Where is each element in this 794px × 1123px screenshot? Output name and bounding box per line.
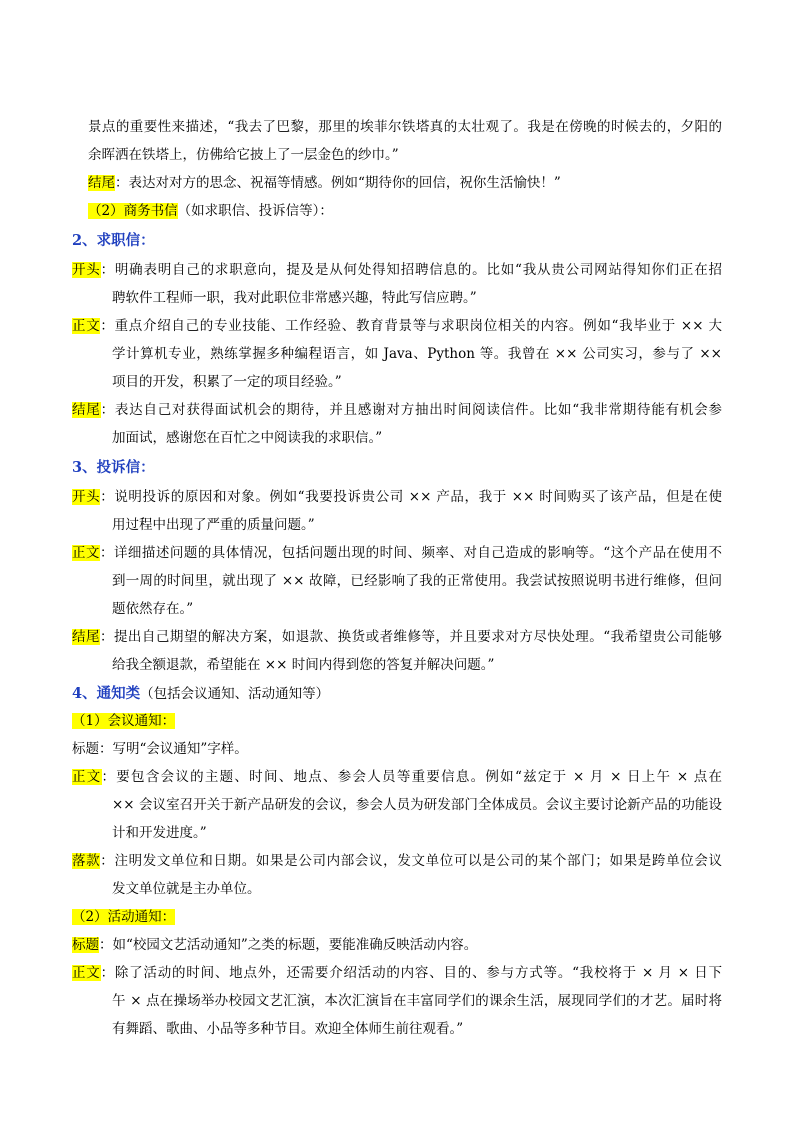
intro-ending (88, 174, 561, 193)
job-opening-line-1 (72, 261, 722, 280)
complaint-ending-line-1 (72, 628, 722, 647)
body-text: ：除了活动的时间、地点外，还需要介绍活动的内容、目的、参与方式等。“我校将于 × 月 × 日下 (100, 965, 722, 981)
job-ending-line-2: 加面试，感谢您在百忙之中阅读我的求职信。” (112, 430, 383, 446)
ending-label: 结尾 (88, 175, 115, 191)
heading-number: 3、 (72, 459, 97, 476)
complaint-ending-line-2: 给我全额退款，希望能在 ×× 时间内得到您的答复并解决问题。” (112, 657, 495, 673)
meeting-sign-line-2: 发文单位就是主办单位。 (112, 881, 261, 897)
body-label: 正文 (72, 769, 102, 785)
meeting-body-line-2: ×× 会议室召开关于新产品研发的会议，参会人员为研发部门全体成员。会议主要讨论新产品的功能设 (112, 797, 722, 813)
activity-body-line-2: 午 × 点在操场举办校园文艺汇演，本次汇演旨在丰富同学们的课余生活，展现同学们的才艺。届时将 (112, 993, 722, 1009)
meeting-notice-subheading (72, 712, 175, 731)
intro-line-2: 余晖洒在铁塔上，仿佛给它披上了一层金色的纱巾。” (88, 147, 399, 163)
business-label: （2）商务书信 (88, 203, 178, 219)
complaint-opening-line-1 (72, 488, 722, 507)
heading-text: 投诉信 (96, 459, 141, 476)
complaint-body-line-2: 到一周的时间里，就出现了 ×× 故障，已经影响了我的正常使用。我尝试按照说明书进行维修，但问 (112, 573, 722, 589)
meeting-body-line-1 (72, 768, 722, 787)
heading-text: 通知类 (96, 685, 141, 702)
activity-notice-subheading (72, 908, 175, 927)
complaint-body-line-3: 题依然存在。” (112, 601, 194, 617)
meeting-title-line (72, 740, 248, 759)
job-letter-heading (72, 231, 155, 250)
meeting-label: （1）会议通知： (72, 713, 176, 729)
opening-label: 开头 (72, 262, 101, 278)
business-text: （如求职信、投诉信等）： (177, 203, 333, 219)
job-body-line-2: 学计算机专业，熟练掌握多种编程语言，如 Java、Python 等。我曾在 ×× 公司实习，参与了 ×× (112, 346, 722, 362)
title-text: ：如“校园文艺活动通知”之类的标题，要能准确反映活动内容。 (99, 937, 478, 953)
heading-number: 4、 (72, 685, 97, 702)
activity-label: （2）活动通知： (72, 909, 176, 925)
heading-note: （包括会议通知、活动通知等） (140, 686, 330, 702)
intro-line-1: 景点的重要性来描述，“我去了巴黎，那里的埃菲尔铁塔真的太壮观了。我是在傍晚的时候去的，夕阳的 (88, 119, 722, 135)
sign-text: ：注明发文单位和日期。如果是公司内部会议，发文单位可以是公司的某个部门；如果是跨单位会议 (100, 853, 723, 869)
activity-body-line-3: 有舞蹈、歌曲、小品等多种节目。欢迎全体师生前往观看。” (112, 1021, 464, 1037)
opening-text: ：说明投诉的原因和对象。例如“我要投诉贵公司 ×× 产品，我于 ×× 时间购买了该产品，但是在使 (100, 489, 723, 505)
heading-text: 求职信 (96, 232, 141, 249)
body-text: ：重点介绍自己的专业技能、工作经验、教育背景等与求职岗位相关的内容。例如“我毕业于 ×× 大 (100, 318, 723, 334)
title-label: 标题 (72, 937, 99, 953)
job-ending-line-1 (72, 401, 722, 420)
ending-label: 结尾 (72, 629, 100, 645)
activity-title-line (72, 936, 477, 955)
body-label: 正文 (72, 965, 101, 981)
heading-number: 2、 (72, 232, 97, 249)
activity-body-line-1 (72, 964, 722, 983)
job-opening-line-2: 聘软件工程师一职，我对此职位非常感兴趣，特此写信应聘。” (112, 290, 477, 306)
sign-label: 落款 (72, 853, 101, 869)
notice-heading (72, 684, 329, 704)
complaint-body-line-1 (72, 544, 722, 563)
complaint-opening-line-2: 用过程中出现了严重的质量问题。” (112, 517, 315, 533)
opening-text: ：明确表明自己的求职意向，提及是从何处得知招聘信息的。比如“我从贵公司网站得知你们正在招 (100, 262, 723, 278)
title-label: 标题 (72, 741, 99, 757)
job-body-line-3: 项目的开发，积累了一定的项目经验。” (112, 374, 342, 390)
opening-label: 开头 (72, 489, 101, 505)
ending-label: 结尾 (72, 402, 101, 418)
body-text: ：要包含会议的主题、时间、地点、参会人员等重要信息。例如“兹定于 × 月 × 日上午 × 点在 (101, 769, 722, 785)
title-text: ：写明“会议通知”字样。 (99, 741, 248, 757)
ending-text: ：表达自己对获得面试机会的期待，并且感谢对方抽出时间阅读信件。比如“我非常期待能有机会参 (100, 402, 723, 418)
body-text: ：详细描述问题的具体情况，包括问题出现的时间、频率、对自己造成的影响等。“这个产品在使用不 (99, 545, 723, 561)
job-body-line-1 (72, 317, 722, 336)
heading-colon: ： (140, 232, 155, 249)
heading-colon: ： (140, 459, 155, 476)
body-label: 正文 (72, 545, 100, 561)
ending-text: ：表达对对方的思念、祝福等情感。例如“期待你的回信，祝你生活愉快！” (115, 175, 561, 191)
meeting-body-line-3: 计和开发进度。” (112, 825, 207, 841)
ending-text: ：提出自己期望的解决方案，如退款、换货或者维修等，并且要求对方尽快处理。“我希望贵公司能够 (99, 629, 723, 645)
complaint-letter-heading (72, 458, 155, 477)
meeting-sign-line-1 (72, 852, 722, 871)
body-label: 正文 (72, 318, 101, 334)
business-letter-subheading (88, 202, 333, 221)
